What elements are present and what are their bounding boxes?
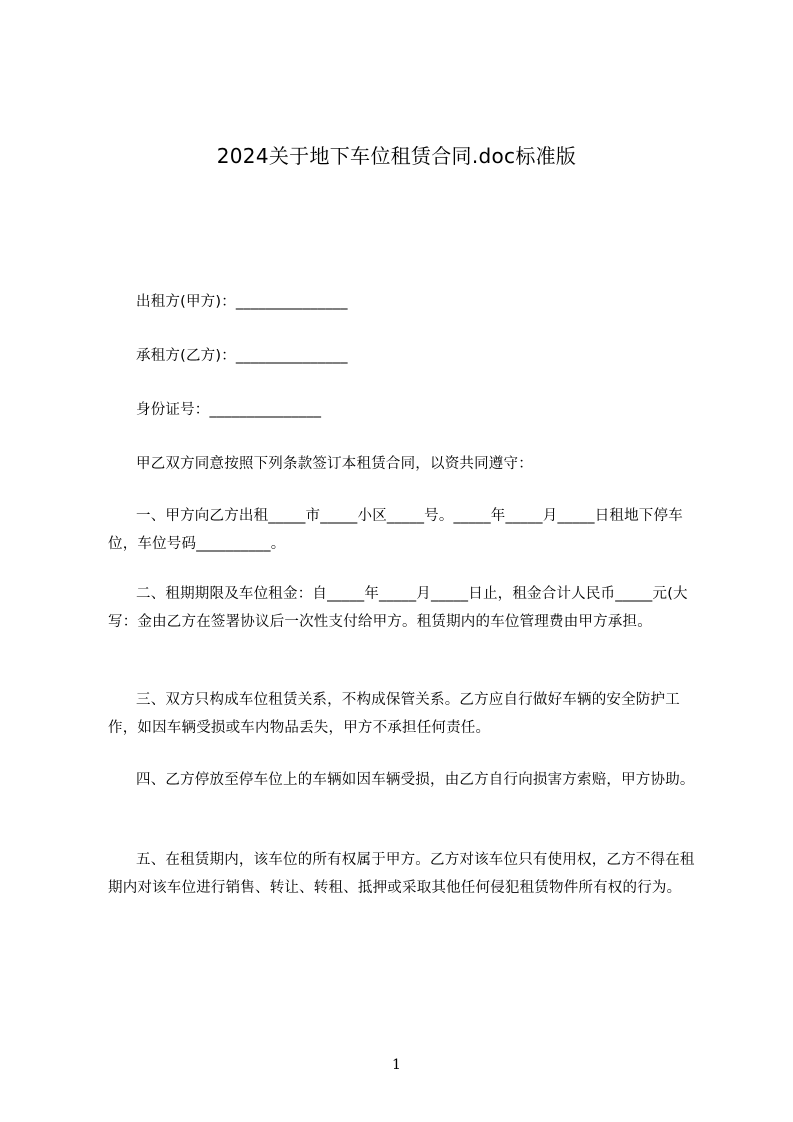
document-title: 2024关于地下车位租赁合同.doc标准版 (216, 144, 577, 168)
lessee-field: 承租方(乙方)：_______________ (136, 348, 348, 364)
lessor-field: 出租方(甲方)：_______________ (136, 294, 348, 310)
page-number: 1 (392, 1057, 401, 1073)
id-number-field: 身份证号：_______________ (136, 402, 322, 418)
clause-3: 三、双方只构成车位租赁关系，不构成保管关系。乙方应自行做好车辆的安全防护工作，如因车辆受损或车内物品丢失，甲方不承担任何责任。 (108, 692, 680, 736)
clause-1: 一、甲方向乙方出租_____市_____小区_____号。_____年_____月_____日租地下停车位，车位号码__________。 (108, 508, 683, 552)
clause-5: 五、在租赁期内，该车位的所有权属于甲方。乙方对该车位只有使用权，乙方不得在租期内对该车位进行销售、转让、转租、抵押或采取其他任何侵犯租赁物件所有权的行为。 (108, 852, 695, 896)
clause-4: 四、乙方停放至停车位上的车辆如因车辆受损，由乙方自行向损害方索赔，甲方协助。 (136, 772, 695, 788)
clause-2: 二、租期期限及车位租金：自_____年_____月_____日止，租金合计人民币_____元(大写：金由乙方在签署协议后一次性支付给甲方。租赁期内的车位管理费由甲方承担。 (108, 586, 688, 630)
intro-paragraph: 甲乙双方同意按照下列条款签订本租赁合同，以资共同遵守： (136, 456, 533, 472)
